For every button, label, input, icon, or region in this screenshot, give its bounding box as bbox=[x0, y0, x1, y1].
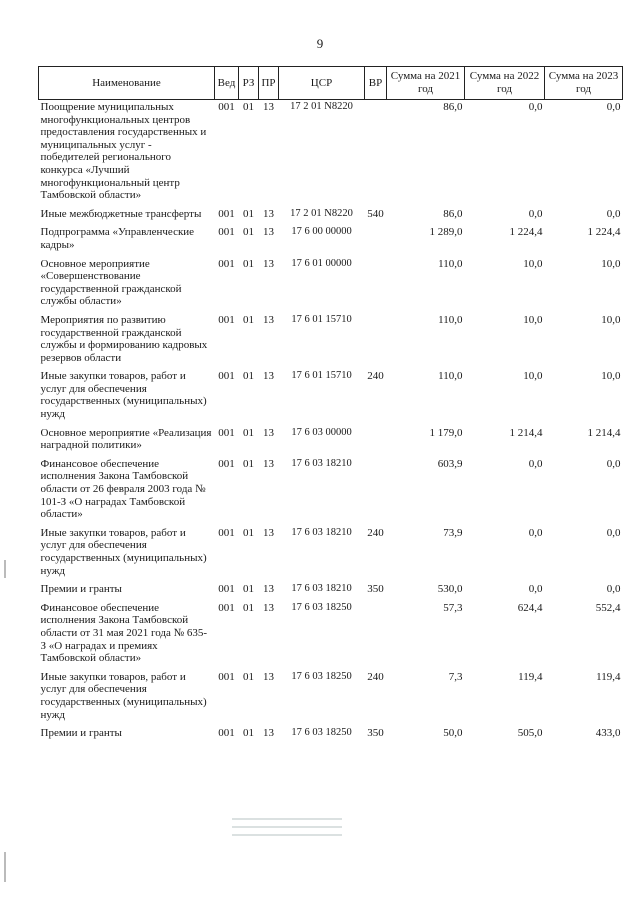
cell-csr: 17 6 01 00000 bbox=[291, 257, 352, 269]
cell-ved: 001 bbox=[218, 601, 235, 614]
cell-vr bbox=[365, 597, 387, 666]
cell-vr: 540 bbox=[367, 207, 384, 220]
cell-sum-2023: 0,0 bbox=[606, 207, 621, 220]
cell-csr: 17 6 00 00000 bbox=[291, 226, 352, 238]
header-rz: РЗ bbox=[239, 67, 259, 100]
cell-sum-2022: 1 214,4 bbox=[509, 426, 543, 439]
table-row bbox=[39, 522, 623, 578]
cell-rz: 01 bbox=[243, 457, 254, 470]
cell-sum-2023: 0,0 bbox=[606, 526, 621, 539]
cell-name: Иные закупки товаров, работ и услуг для обеспечения государственных (муниципальных) нужд bbox=[40, 526, 207, 577]
faint-stamp-mark bbox=[232, 812, 342, 854]
cell-sum-2023: 0,0 bbox=[606, 101, 621, 113]
cell-csr: 17 6 01 15710 bbox=[291, 370, 352, 382]
cell-sum-2021: 7,3 bbox=[448, 670, 463, 683]
cell-csr: 17 6 01 15710 bbox=[291, 313, 352, 325]
cell-sum-2023: 1 214,4 bbox=[587, 426, 621, 439]
cell-csr: 17 6 03 18250 bbox=[291, 601, 352, 613]
header-vr: ВР bbox=[365, 67, 387, 100]
table-row bbox=[39, 666, 623, 722]
table-body bbox=[39, 100, 623, 741]
cell-sum-2021: 86,0 bbox=[443, 101, 463, 113]
cell-name: Иные закупки товаров, работ и услуг для обеспечения государственных (муниципальных) нужд bbox=[40, 670, 207, 721]
cell-name: Премии и гранты bbox=[40, 583, 122, 596]
header-name: Наименование bbox=[39, 67, 215, 100]
header-csr: ЦСР bbox=[279, 67, 365, 100]
cell-vr bbox=[365, 422, 387, 453]
table-row bbox=[39, 253, 623, 309]
cell-vr bbox=[365, 309, 387, 365]
cell-ved: 001 bbox=[218, 670, 235, 683]
page-number: 9 bbox=[316, 36, 324, 51]
cell-sum-2022: 0,0 bbox=[528, 526, 543, 539]
cell-rz: 01 bbox=[243, 583, 254, 596]
cell-name: Мероприятия по развитию государственной гражданской службы и формированию кадровых резервов области bbox=[40, 313, 208, 364]
cell-sum-2021: 57,3 bbox=[443, 601, 463, 614]
table-row bbox=[39, 578, 623, 597]
cell-ved: 001 bbox=[218, 313, 235, 326]
header-sum-2022: Сумма на 2022 год bbox=[465, 67, 545, 100]
table-row bbox=[39, 722, 623, 741]
cell-sum-2022: 0,0 bbox=[528, 457, 543, 470]
cell-sum-2022: 10,0 bbox=[523, 257, 543, 270]
cell-vr bbox=[365, 221, 387, 252]
cell-name: Основное мероприятие «Совершенствование государственной гражданской службы области» bbox=[40, 257, 182, 308]
cell-rz: 01 bbox=[243, 601, 254, 614]
cell-sum-2021: 73,9 bbox=[443, 526, 463, 539]
cell-rz: 01 bbox=[243, 257, 254, 270]
cell-sum-2022: 505,0 bbox=[517, 727, 543, 740]
margin-mark bbox=[4, 560, 6, 578]
cell-name: Иные межбюджетные трансферты bbox=[40, 207, 202, 220]
cell-sum-2023: 0,0 bbox=[606, 583, 621, 596]
cell-name: Поощрение муниципальных многофункциональных центров предоставления государственных и муниципальных услуг - победителей регионального конкурса «Лучший многофункциональный центр Тамбовской области» bbox=[40, 101, 207, 202]
cell-name: Иные закупки товаров, работ и услуг для обеспечения государственных (муниципальных) нужд bbox=[40, 370, 207, 421]
cell-sum-2023: 10,0 bbox=[601, 370, 621, 383]
cell-sum-2023: 10,0 bbox=[601, 257, 621, 270]
cell-pr: 13 bbox=[263, 727, 274, 740]
cell-pr: 13 bbox=[263, 601, 274, 614]
cell-rz: 01 bbox=[243, 226, 254, 239]
cell-sum-2023: 552,4 bbox=[595, 601, 621, 614]
table-row bbox=[39, 309, 623, 365]
cell-rz: 01 bbox=[243, 101, 254, 113]
cell-sum-2021: 530,0 bbox=[437, 583, 463, 596]
cell-name: Основное мероприятие «Реализация наградной политики» bbox=[40, 426, 212, 452]
header-pr: ПР bbox=[259, 67, 279, 100]
cell-vr: 240 bbox=[367, 526, 384, 539]
cell-name: Премии и гранты bbox=[40, 727, 122, 740]
cell-rz: 01 bbox=[243, 727, 254, 740]
header-sum-2021: Сумма на 2021 год bbox=[387, 67, 465, 100]
table-row bbox=[39, 422, 623, 453]
cell-sum-2023: 119,4 bbox=[596, 670, 621, 683]
cell-name: Финансовое обеспечение исполнения Закона Тамбовской области от 26 февраля 2003 года № 101-З «О наградах Тамбовской области» bbox=[40, 457, 206, 521]
cell-rz: 01 bbox=[243, 526, 254, 539]
cell-csr: 17 6 03 00000 bbox=[291, 426, 352, 438]
cell-rz: 01 bbox=[243, 370, 254, 383]
cell-csr: 17 2 01 N8220 bbox=[290, 101, 353, 112]
cell-ved: 001 bbox=[218, 257, 235, 270]
cell-csr: 17 6 03 18250 bbox=[291, 670, 352, 682]
cell-sum-2022: 10,0 bbox=[523, 370, 543, 383]
budget-table bbox=[38, 66, 623, 741]
cell-sum-2021: 110,0 bbox=[438, 370, 463, 383]
cell-vr bbox=[365, 253, 387, 309]
cell-vr: 240 bbox=[367, 370, 384, 383]
cell-ved: 001 bbox=[218, 101, 235, 113]
cell-sum-2022: 0,0 bbox=[528, 583, 543, 596]
cell-ved: 001 bbox=[218, 226, 235, 239]
cell-pr: 13 bbox=[263, 370, 274, 383]
cell-pr: 13 bbox=[263, 670, 274, 683]
cell-pr: 13 bbox=[263, 101, 274, 113]
header-ved: Вед bbox=[215, 67, 239, 100]
table-row bbox=[39, 100, 623, 203]
cell-ved: 001 bbox=[218, 583, 235, 596]
cell-rz: 01 bbox=[243, 670, 254, 683]
cell-sum-2021: 1 179,0 bbox=[429, 426, 463, 439]
cell-csr: 17 6 03 18210 bbox=[291, 583, 352, 595]
cell-csr: 17 6 03 18250 bbox=[291, 727, 352, 739]
cell-csr: 17 6 03 18210 bbox=[291, 457, 352, 469]
cell-name: Подпрограмма «Управленческие кадры» bbox=[40, 226, 195, 251]
cell-pr: 13 bbox=[263, 207, 274, 220]
cell-pr: 13 bbox=[263, 313, 274, 326]
cell-pr: 13 bbox=[263, 457, 274, 470]
cell-csr: 17 6 03 18210 bbox=[291, 526, 352, 538]
cell-sum-2022: 0,0 bbox=[528, 207, 543, 220]
cell-pr: 13 bbox=[263, 257, 274, 270]
cell-sum-2023: 433,0 bbox=[595, 727, 621, 740]
cell-sum-2023: 1 224,4 bbox=[587, 226, 621, 239]
table-row bbox=[39, 203, 623, 222]
cell-rz: 01 bbox=[243, 426, 254, 439]
cell-ved: 001 bbox=[218, 370, 235, 383]
cell-pr: 13 bbox=[263, 426, 274, 439]
cell-sum-2021: 110,0 bbox=[438, 313, 463, 326]
cell-sum-2021: 50,0 bbox=[443, 727, 463, 740]
cell-ved: 001 bbox=[218, 207, 235, 220]
margin-mark bbox=[4, 852, 6, 882]
cell-vr bbox=[365, 453, 387, 522]
table-header-row bbox=[39, 67, 623, 100]
cell-sum-2021: 603,9 bbox=[437, 457, 463, 470]
cell-vr bbox=[365, 100, 387, 203]
cell-name: Финансовое обеспечение исполнения Закона Тамбовской области от 31 мая 2021 года № 635-З «О наградах и премиях Тамбовской области» bbox=[40, 601, 208, 665]
cell-rz: 01 bbox=[243, 313, 254, 326]
table-row bbox=[39, 221, 623, 252]
cell-sum-2022: 624,4 bbox=[517, 601, 543, 614]
cell-sum-2022: 119,4 bbox=[518, 670, 543, 683]
cell-ved: 001 bbox=[218, 426, 235, 439]
cell-csr: 17 2 01 N8220 bbox=[290, 207, 353, 219]
cell-rz: 01 bbox=[243, 207, 254, 220]
cell-ved: 001 bbox=[218, 457, 235, 470]
cell-sum-2023: 0,0 bbox=[606, 457, 621, 470]
cell-sum-2022: 0,0 bbox=[528, 101, 543, 113]
cell-vr: 350 bbox=[367, 583, 384, 596]
cell-ved: 001 bbox=[218, 727, 235, 740]
cell-ved: 001 bbox=[218, 526, 235, 539]
cell-vr: 240 bbox=[367, 670, 384, 683]
table-row bbox=[39, 453, 623, 522]
cell-sum-2022: 1 224,4 bbox=[509, 226, 543, 239]
header-sum-2023: Сумма на 2023 год bbox=[545, 67, 623, 100]
cell-pr: 13 bbox=[263, 526, 274, 539]
table-row bbox=[39, 597, 623, 666]
table-row bbox=[39, 365, 623, 421]
cell-sum-2021: 86,0 bbox=[443, 207, 463, 220]
cell-sum-2021: 110,0 bbox=[438, 257, 463, 270]
cell-sum-2023: 10,0 bbox=[601, 313, 621, 326]
cell-sum-2021: 1 289,0 bbox=[429, 226, 463, 239]
cell-pr: 13 bbox=[263, 226, 274, 239]
cell-vr: 350 bbox=[367, 727, 384, 740]
cell-sum-2022: 10,0 bbox=[523, 313, 543, 326]
cell-pr: 13 bbox=[263, 583, 274, 596]
